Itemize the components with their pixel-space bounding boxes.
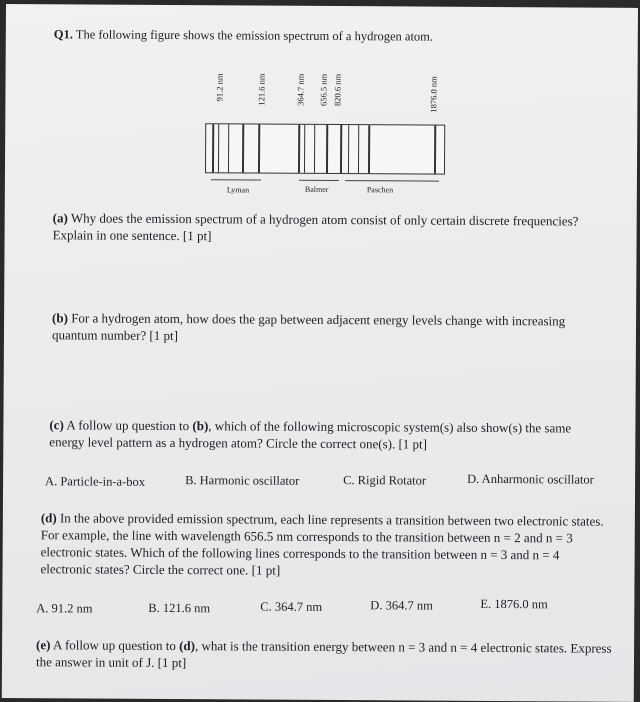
spectral-line (314, 125, 315, 173)
spectral-line (304, 125, 305, 173)
part-label: (e) (36, 637, 51, 653)
part-e-text: , what is the transition energy between n = 3 and n = 4 electronic states. Express the answer in unit of J. [1 pt] (35, 638, 612, 671)
part-d-text: In the above provided emission spectrum, each line represents a transition between two electronic states. For example, the line with wavelength 656.5 nm corresponds to the transition between n = 2 and n = 3 electronic states. Which of the following lines corresponds to the transition between n = 3 and n = 4 electronic states? Circle the correct one. [1 pt] (40, 510, 604, 578)
wavelength-label: 820.6 nm (332, 73, 343, 107)
balmer-range (299, 180, 339, 181)
part-label: (d) (40, 510, 57, 526)
option-364-7-nm-c[interactable]: C. 364.7 nm (260, 599, 323, 614)
spectral-line (258, 125, 260, 173)
part-label: (a) (52, 210, 68, 226)
spectral-line (218, 124, 219, 172)
series-label-paschen: Paschen (366, 185, 394, 195)
spectral-line (212, 124, 214, 172)
part-a (53, 209, 603, 246)
option-anharmonic-oscillator[interactable]: D. Anharmonic oscillator (467, 471, 594, 487)
question-1-text: The following figure shows the emission spectrum of a hydrogen atom. (75, 27, 434, 44)
bleed-through-text (65, 96, 68, 111)
part-b-text: For a hydrogen atom, how does the gap between adjacent energy levels change with increasing quantum number? [1 pt] (51, 310, 566, 344)
option-121-6-nm[interactable]: B. 121.6 nm (148, 600, 211, 616)
option-1876-0-nm[interactable]: E. 1876.0 nm (480, 596, 548, 612)
part-e-text: A follow up question to (53, 637, 180, 654)
spectral-line (228, 124, 229, 172)
option-rigid-rotator[interactable]: C. Rigid Rotator (343, 473, 427, 488)
part-e (36, 636, 616, 674)
series-label-balmer: Balmer (304, 184, 329, 194)
part-c-text: , which of the following microscopic system(s) also show(s) the same energy level pattern as a hydrogen atom? Circle the correct one(s). [1 pt] (49, 418, 572, 452)
lyman-range (211, 179, 261, 180)
part-c (49, 416, 609, 453)
option-particle-in-a-box[interactable]: A. Particle-in-a-box (45, 474, 146, 489)
part-label: (c) (49, 417, 64, 433)
spectral-line (358, 125, 359, 173)
spectral-line (348, 125, 349, 173)
question-number: Q1. (53, 27, 73, 42)
emission-spectrum (205, 123, 445, 174)
series-label-lyman: Lyman (226, 185, 250, 195)
part-b (52, 309, 607, 346)
question-1-intro (54, 26, 433, 45)
option-364-7-nm-d[interactable]: D. 364.7 nm (370, 598, 433, 613)
wavelength-label: 91.2 nm (214, 73, 225, 102)
spectral-line (242, 124, 244, 172)
spectral-line (368, 125, 370, 173)
wavelength-label: 121.6 nm (256, 73, 267, 106)
option-91-2-nm[interactable]: A. 91.2 nm (36, 601, 93, 616)
wavelength-label: 1876.0 nm (428, 76, 439, 113)
part-e-ref: (d) (179, 638, 196, 654)
part-d (40, 509, 612, 580)
spectral-line (340, 125, 342, 173)
option-harmonic-oscillator[interactable]: B. Harmonic oscillator (185, 473, 300, 488)
wavelength-label: 364.7 nm (295, 73, 306, 106)
part-a-text: Why does the emission spectrum of a hydrogen atom consist of only certain discrete frequencies? Explain in one sentence. [1 pt] (52, 210, 579, 244)
part-c-ref: (b) (192, 418, 209, 434)
part-label: (b) (52, 310, 69, 326)
worksheet-page (2, 4, 638, 702)
spectral-line (434, 126, 436, 174)
spectral-line (298, 125, 300, 173)
wavelength-label: 656.5 nm (318, 73, 329, 106)
paschen-range (345, 180, 439, 182)
part-c-text: A follow up question to (66, 417, 193, 434)
spectral-line (326, 125, 328, 173)
